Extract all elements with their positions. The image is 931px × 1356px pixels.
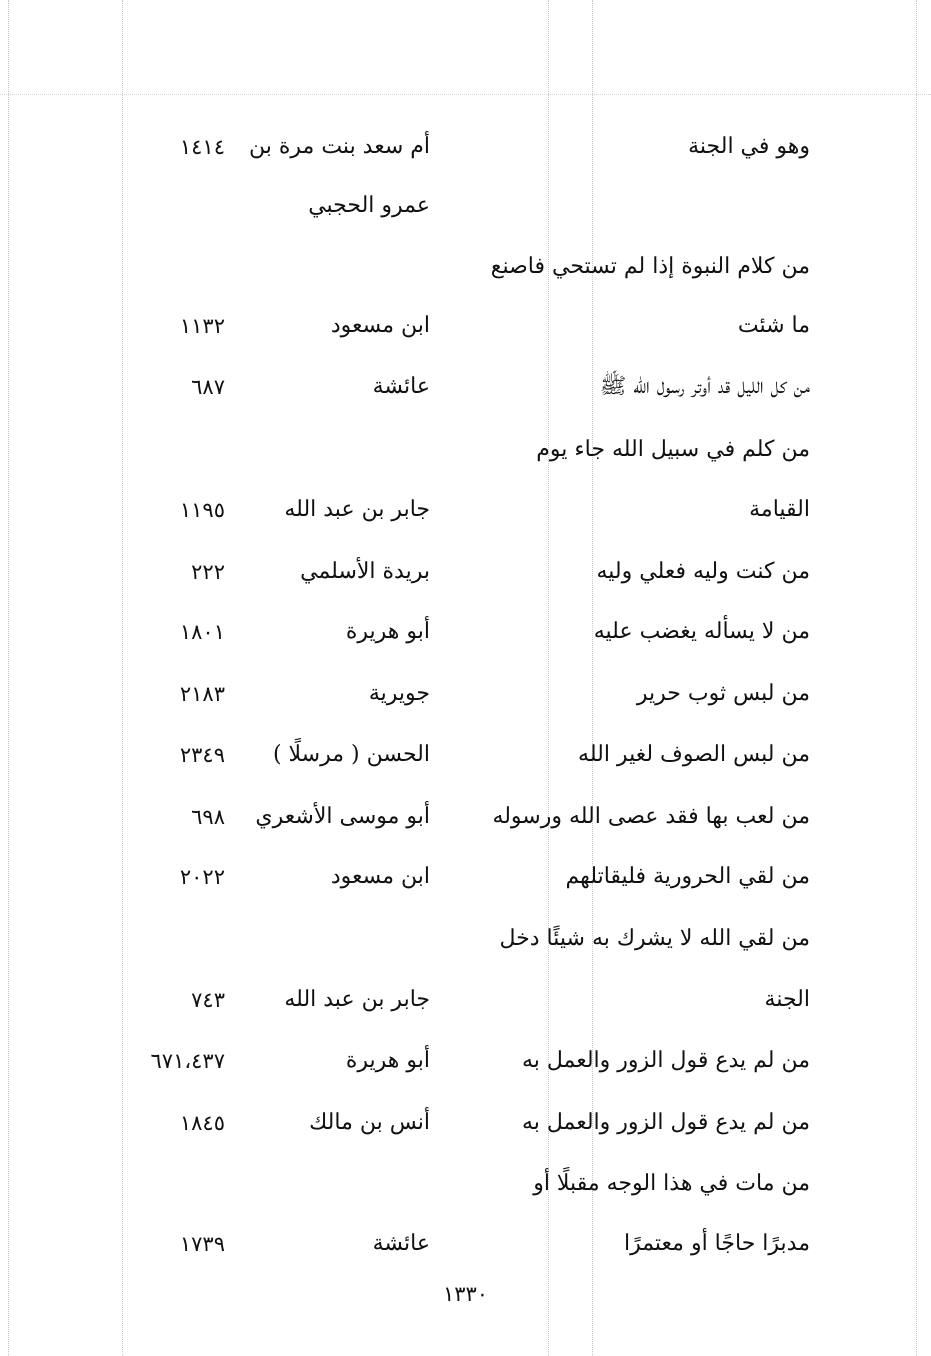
hadith-text: الجنة — [764, 987, 810, 1012]
guide-line — [8, 0, 9, 1356]
hadith-number: ٦٨٧ — [191, 375, 225, 399]
hadith-text: من لقي الحرورية فليقاتلهم — [565, 864, 810, 889]
narrator: جويرية — [368, 681, 430, 706]
hadith-text: مدبرًا حاجًا أو معتمرًا — [623, 1231, 810, 1256]
narrator: ابن مسعود — [330, 864, 430, 889]
hadith-number: ١١٣٢ — [179, 314, 225, 338]
hadith-number: ٦٩٨ — [191, 805, 225, 829]
index-row — [100, 980, 815, 1020]
hadith-text: من لم يدع قول الزور والعمل به — [521, 1048, 810, 1073]
index-row — [100, 857, 815, 897]
narrator: أبو موسى الأشعري — [255, 804, 430, 829]
narrator: عمرو الحجبي — [308, 193, 430, 218]
hadith-text: من لقي الله لا يشرك به شيئًا دخل — [499, 926, 810, 951]
narrator: الحسن ( مرسلًا ) — [272, 742, 430, 767]
index-row — [100, 247, 815, 287]
index-row — [100, 1103, 815, 1143]
index-row — [100, 552, 815, 592]
hadith-number: ١٨٤٥ — [179, 1111, 225, 1135]
narrator: أم سعد بنت مرة بن — [249, 134, 430, 159]
narrator: جابر بن عبد الله — [284, 497, 430, 522]
narrator: جابر بن عبد الله — [284, 987, 430, 1012]
index-row — [100, 367, 815, 407]
hadith-text: القيامة — [749, 497, 810, 522]
hadith-text: من كنت وليه فعلي وليه — [596, 559, 810, 584]
hadith-number: ٢٣٤٩ — [179, 743, 225, 767]
hadith-number: ٧٤٣ — [191, 988, 225, 1012]
index-row — [100, 612, 815, 652]
guide-line — [916, 0, 917, 1356]
guide-line — [0, 94, 931, 95]
hadith-number: ١٨٠١ — [179, 620, 225, 644]
page-number: ١٣٣٠ — [442, 1282, 489, 1306]
narrator: عائشة — [372, 1231, 430, 1256]
hadith-number: ١١٩٥ — [179, 498, 225, 522]
hadith-number: ٦٧١،٤٣٧ — [150, 1049, 225, 1073]
index-row — [100, 430, 815, 470]
index-row — [100, 1041, 815, 1081]
index-row — [100, 735, 815, 775]
index-row — [100, 490, 815, 530]
hadith-number: ٢٠٢٢ — [179, 865, 225, 889]
hadith-text: من مات في هذا الوجه مقبلًا أو — [533, 1171, 810, 1196]
narrator: ابن مسعود — [330, 313, 430, 338]
hadith-text: من كل الليل قد أوتر رسول الله ﷺ — [599, 374, 810, 399]
index-row — [100, 127, 815, 167]
hadith-number: ١٤١٤ — [179, 135, 225, 159]
hadith-number: ١٧٣٩ — [179, 1232, 225, 1256]
narrator: أبو هريرة — [345, 619, 430, 644]
narrator: أبو هريرة — [345, 1048, 430, 1073]
index-row — [100, 306, 815, 346]
index-row — [100, 186, 815, 226]
hadith-text: من لبس ثوب حرير — [636, 681, 810, 706]
hadith-text: وهو في الجنة — [688, 134, 810, 159]
hadith-text: ما شئت — [737, 313, 810, 338]
index-row — [100, 797, 815, 837]
index-row — [100, 919, 815, 959]
narrator: أنس بن مالك — [309, 1110, 430, 1135]
hadith-text: من كلم في سبيل الله جاء يوم — [536, 437, 810, 462]
narrator: عائشة — [372, 374, 430, 399]
hadith-text: من لبس الصوف لغير الله — [578, 742, 810, 767]
hadith-number: ٢٢٢ — [191, 560, 225, 584]
hadith-text: من كلام النبوة إذا لم تستحي فاصنع — [490, 254, 810, 279]
index-row — [100, 1224, 815, 1264]
index-row — [100, 674, 815, 714]
hadith-text: من لم يدع قول الزور والعمل به — [521, 1110, 810, 1135]
hadith-number: ٢١٨٣ — [179, 682, 225, 706]
index-row — [100, 1164, 815, 1204]
hadith-text: من لعب بها فقد عصى الله ورسوله — [492, 804, 810, 829]
hadith-text: من لا يسأله يغضب عليه — [593, 619, 810, 644]
narrator: بريدة الأسلمي — [300, 559, 430, 584]
